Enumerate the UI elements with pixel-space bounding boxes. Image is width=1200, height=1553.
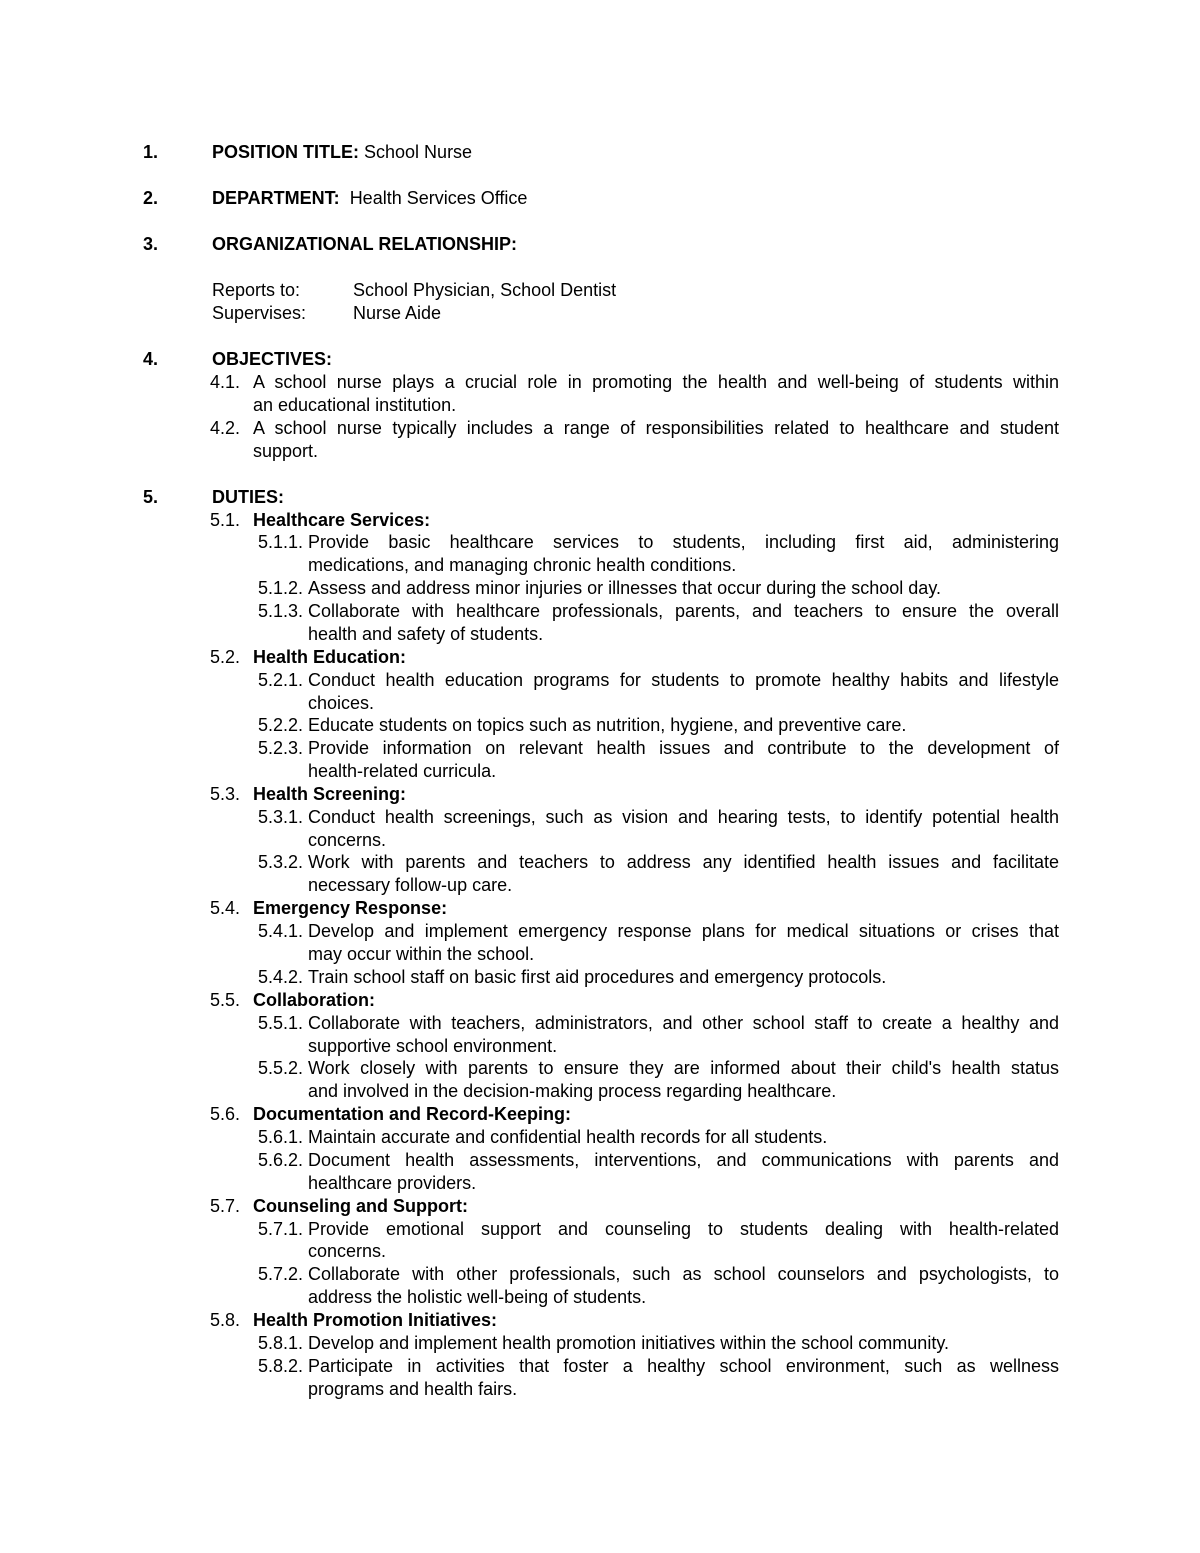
duty-group-title: Collaboration: [253,990,375,1010]
duty-item-number: 5.3.2. [258,852,304,872]
duty-item-number: 5.2.2. [258,715,304,735]
section-number: 2. [143,188,159,208]
duty-item-text-line: Collaborate with healthcare professionals, parents, and teachers to ensure the overall [308,601,1059,621]
objective-text-line: A school nurse plays a crucial role in promoting the health and well-being of students within [253,372,1059,392]
duty-item-number: 5.2.3. [258,738,304,758]
duty-item-number: 5.4.2. [258,967,304,987]
duty-group-number: 5.2. [210,647,241,667]
duty-item-number: 5.7.1. [258,1219,304,1239]
duty-item-number: 5.4.1. [258,921,304,941]
duty-group-title: Health Promotion Initiatives: [253,1310,498,1330]
duty-item-text-line: address the holistic well-being of students. [308,1287,647,1307]
reports-to-value: School Physician, School Dentist [353,280,617,300]
duty-item-text-line: Train school staff on basic first aid procedures and emergency protocols. [308,967,887,987]
department-value: Health Services Office [349,188,528,208]
duty-item-text-line: Develop and implement health promotion initiatives within the school community. [308,1333,949,1353]
duty-group-title: Health Screening: [253,784,407,804]
duty-item-number: 5.5.2. [258,1058,304,1078]
duty-group-number: 5.6. [210,1104,241,1124]
duty-item-text-line: Collaborate with teachers, administrators, and other school staff to create a healthy and [308,1013,1059,1033]
duty-item-number: 5.1.3. [258,601,304,621]
objective-text-line: A school nurse typically includes a range of responsibilities related to healthcare and student [253,418,1059,438]
duty-item-text-line: may occur within the school. [308,944,535,964]
duty-item-text-line: supportive school environment. [308,1036,558,1056]
section-label: DUTIES: [212,487,284,507]
duty-item-text-line: Participate in activities that foster a healthy school environment, such as wellness [308,1356,1059,1376]
duty-item-text-line: medications, and managing chronic health conditions. [308,555,737,575]
duty-item-number: 5.6.2. [258,1150,304,1170]
duty-item-number: 5.5.1. [258,1013,304,1033]
duty-group-number: 5.4. [210,898,241,918]
section-label: DEPARTMENT: [212,188,340,208]
duty-group-title: Documentation and Record-Keeping: [253,1104,572,1124]
duty-item-text-line: Educate students on topics such as nutrition, hygiene, and preventive care. [308,715,907,735]
objective-text-line: an educational institution. [253,395,457,415]
objective-number: 4.2. [210,418,241,438]
objective-text-line: support. [253,441,319,461]
duty-item-text-line: choices. [308,693,375,713]
duty-group-title: Healthcare Services: [253,510,431,530]
duty-item-number: 5.8.2. [258,1356,304,1376]
duty-item-text-line: Provide emotional support and counseling to students dealing with health-related [308,1219,1059,1239]
duty-item-text-line: Provide information on relevant health issues and contribute to the development of [308,738,1059,758]
duty-item-number: 5.3.1. [258,807,304,827]
duty-group-title: Emergency Response: [253,898,448,918]
duty-group-number: 5.1. [210,510,241,530]
duty-group-number: 5.7. [210,1196,241,1216]
duty-item-number: 5.6.1. [258,1127,304,1147]
reports-to-label: Reports to: [212,280,301,300]
duty-item-text-line: concerns. [308,1241,387,1261]
duty-group-number: 5.8. [210,1310,241,1330]
duty-item-text-line: programs and health fairs. [308,1379,518,1399]
duty-group-title: Counseling and Support: [253,1196,468,1216]
duty-item-text-line: Work with parents and teachers to address any identified health issues and facilitate [308,852,1059,872]
duty-item-text-line: Develop and implement emergency response plans for medical situations or crises that [308,921,1059,941]
section-number: 3. [143,234,159,254]
duty-item-text-line: Provide basic healthcare services to students, including first aid, administering [308,532,1059,552]
section-number: 1. [143,142,159,162]
duty-item-text-line: health and safety of students. [308,624,544,644]
position-title-value: School Nurse [364,142,473,162]
duty-item-text-line: Maintain accurate and confidential health records for all students. [308,1127,828,1147]
duty-item-text-line: Collaborate with other professionals, such as school counselors and psychologists, to [308,1264,1059,1284]
duty-item-number: 5.2.1. [258,670,304,690]
duty-item-text-line: Assess and address minor injuries or illnesses that occur during the school day. [308,578,941,598]
section-number: 4. [143,349,159,369]
duty-item-text-line: necessary follow-up care. [308,875,513,895]
duty-item-text-line: health-related curricula. [308,761,497,781]
section-label: POSITION TITLE: [212,142,359,162]
duty-item-number: 5.1.2. [258,578,304,598]
duty-group-title: Health Education: [253,647,407,667]
section-label: OBJECTIVES: [212,349,333,369]
objective-number: 4.1. [210,372,241,392]
section-label: ORGANIZATIONAL RELATIONSHIP: [212,234,517,254]
duty-item-text-line: Conduct health education programs for students to promote healthy habits and lifestyle [308,670,1059,690]
duty-item-number: 5.1.1. [258,532,304,552]
duty-item-text-line: Work closely with parents to ensure they are informed about their child's health status [308,1058,1059,1078]
duty-group-number: 5.5. [210,990,241,1010]
supervises-value: Nurse Aide [353,303,442,323]
duty-item-text-line: and involved in the decision-making process regarding healthcare. [308,1081,837,1101]
duty-item-text-line: Document health assessments, interventions, and communications with parents and [308,1150,1059,1170]
supervises-label: Supervises: [212,303,307,323]
duty-item-text-line: Conduct health screenings, such as vision and hearing tests, to identify potential health [308,807,1059,827]
duty-item-text-line: healthcare providers. [308,1173,477,1193]
duty-item-number: 5.7.2. [258,1264,304,1284]
duty-item-number: 5.8.1. [258,1333,304,1353]
duty-group-number: 5.3. [210,784,241,804]
duty-item-text-line: concerns. [308,830,387,850]
section-number: 5. [143,487,159,507]
